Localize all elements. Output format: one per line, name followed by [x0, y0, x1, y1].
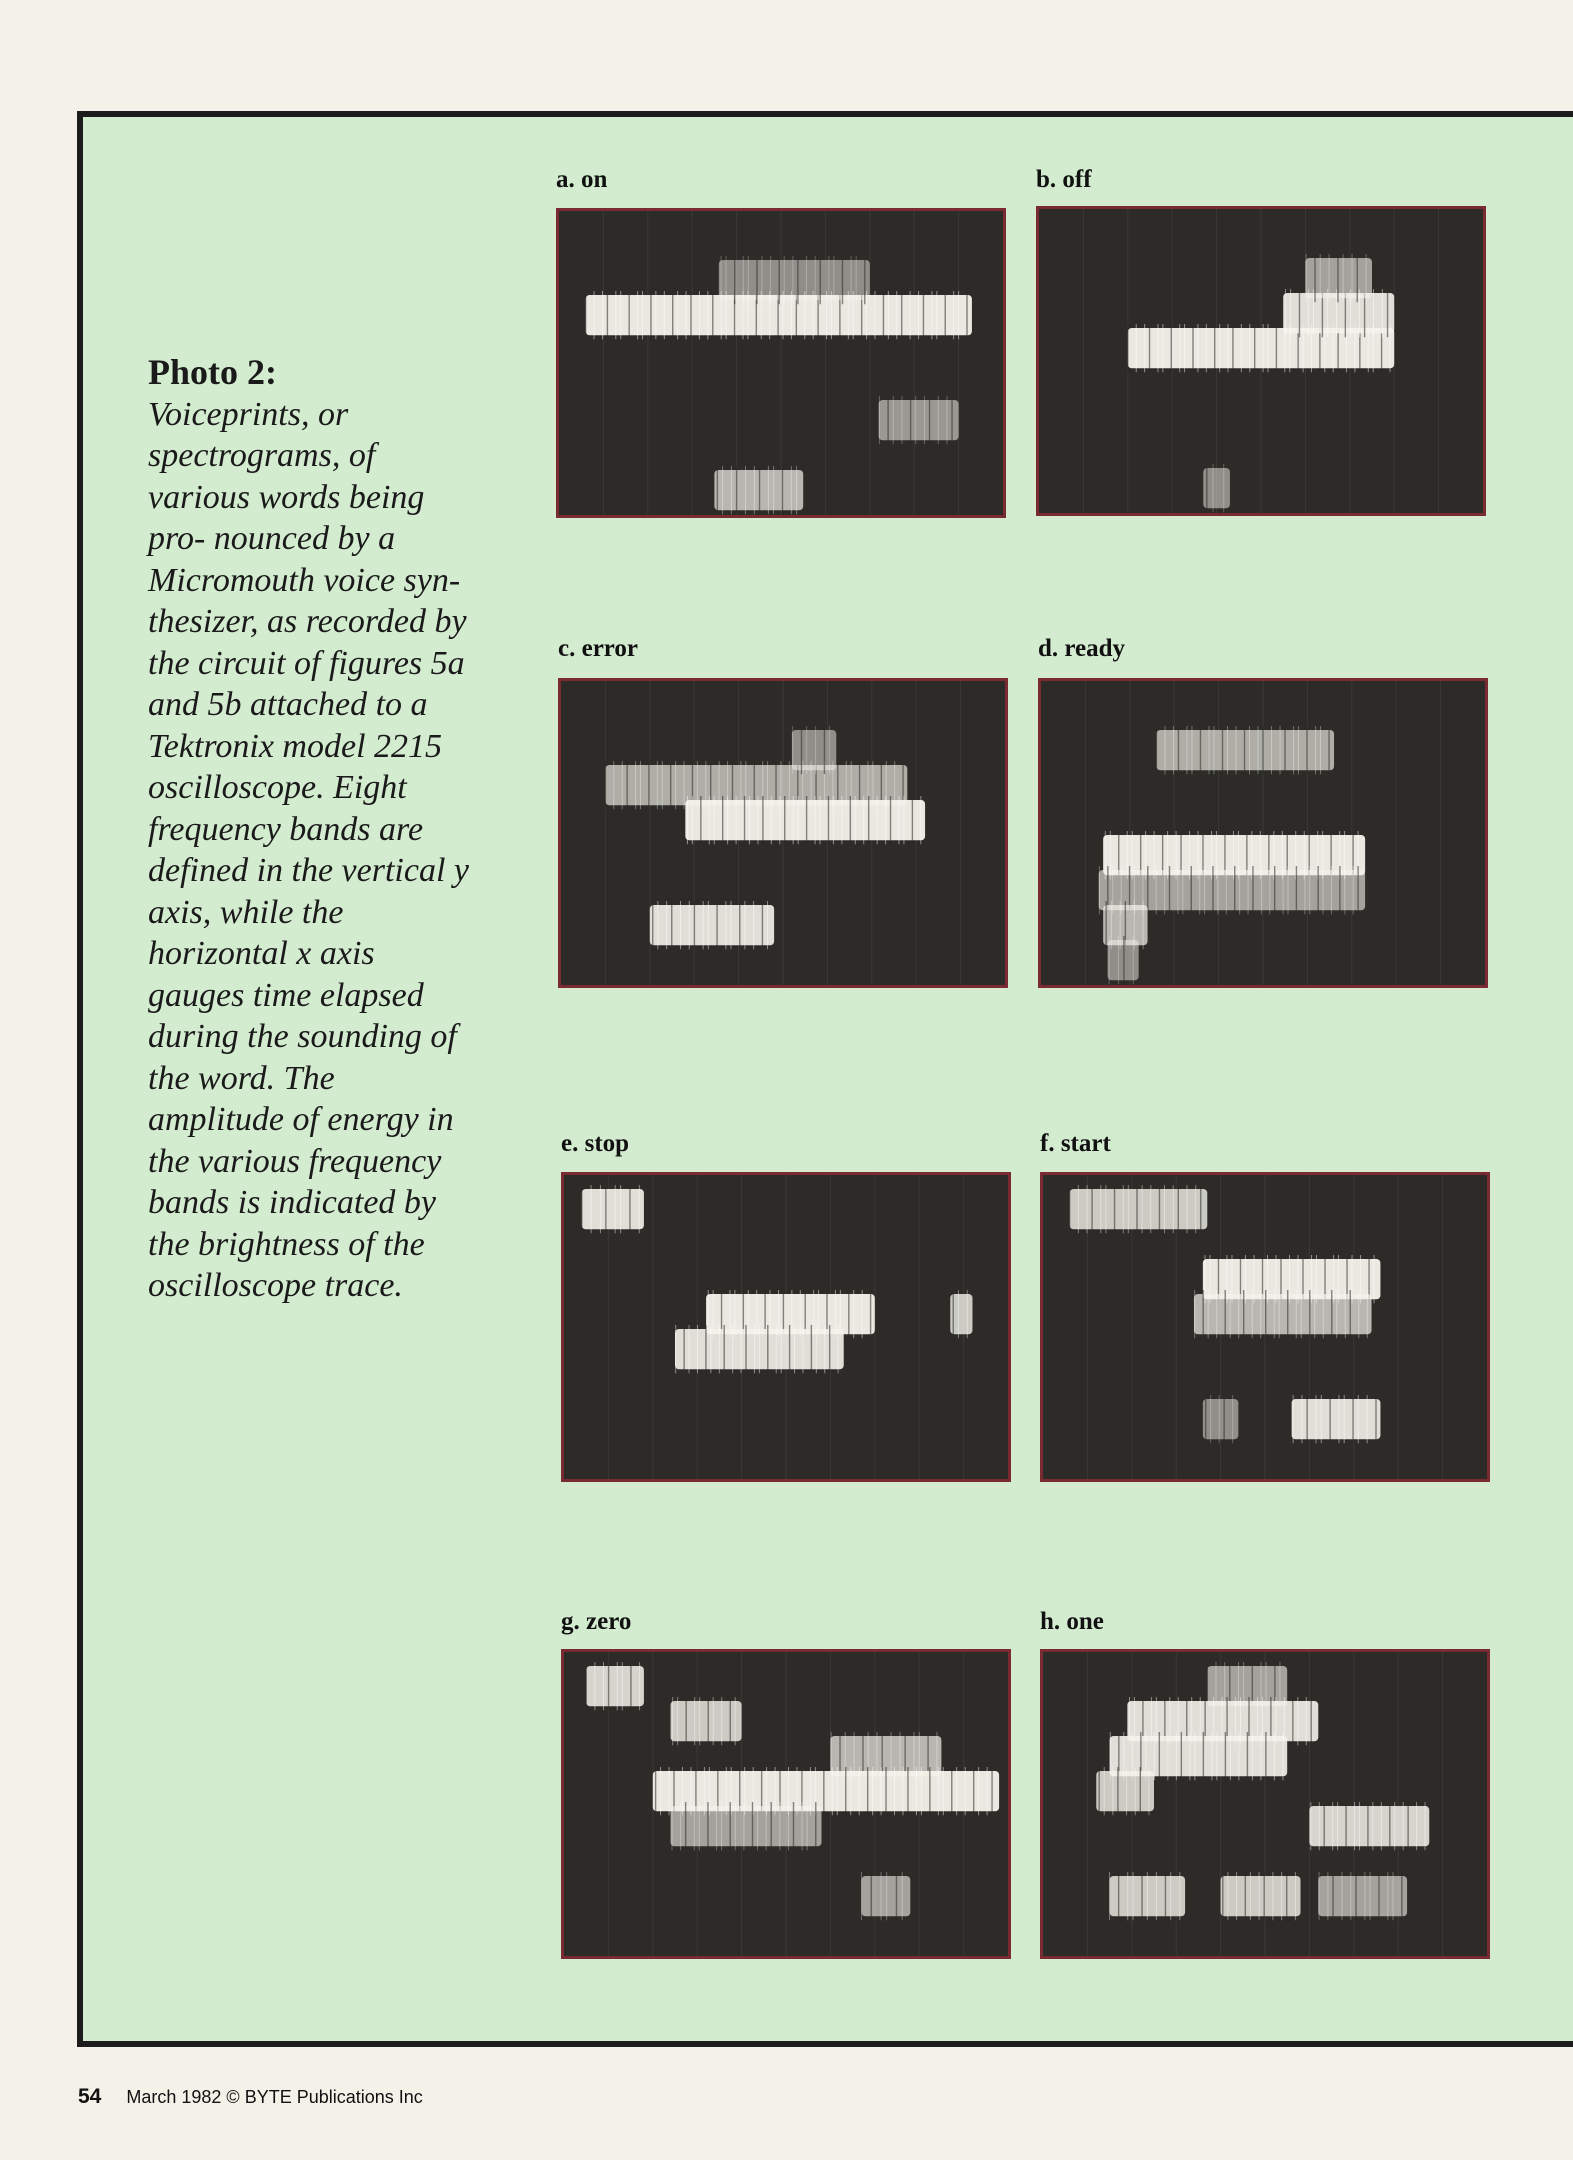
spectrogram-d-ready	[1038, 678, 1488, 988]
energy-band	[1070, 1185, 1208, 1233]
spectrogram-h-one	[1040, 1649, 1490, 1959]
label-e-stop: e. stop	[561, 1130, 630, 1157]
energy-band	[1156, 726, 1334, 774]
spectrogram-e-stop	[561, 1172, 1011, 1482]
energy-band	[1292, 1395, 1381, 1443]
energy-band	[1203, 464, 1230, 512]
energy-band	[719, 256, 870, 304]
energy-band	[792, 726, 836, 774]
spectrogram-c-error	[558, 678, 1008, 988]
energy-band	[1108, 936, 1139, 984]
energy-band	[950, 1290, 972, 1338]
energy-band	[586, 1662, 644, 1710]
label-c-error: c. error	[558, 635, 639, 662]
energy-band	[714, 466, 803, 514]
energy-band	[1318, 1872, 1407, 1920]
copyright-credit: March 1982 © BYTE Publications Inc	[126, 2087, 423, 2107]
page-number: 54	[78, 2085, 102, 2108]
energy-band	[861, 1872, 910, 1920]
figure-caption	[148, 352, 478, 1307]
energy-band	[1309, 1802, 1429, 1850]
label-g-zero: g. zero	[561, 1608, 632, 1635]
energy-band	[1221, 1872, 1301, 1920]
energy-band	[671, 1697, 742, 1745]
energy-band	[1305, 254, 1372, 302]
spectrogram-f-start	[1040, 1172, 1490, 1482]
label-b-off: b. off	[1036, 166, 1092, 193]
spectrogram-g-zero	[561, 1649, 1011, 1959]
energy-band	[1194, 1290, 1372, 1338]
energy-band	[650, 901, 774, 949]
spectrogram-b-off	[1036, 206, 1486, 516]
energy-band	[1110, 1872, 1185, 1920]
label-f-start: f. start	[1040, 1130, 1111, 1157]
spectrogram-a-on	[556, 208, 1006, 518]
page-footer	[78, 2085, 423, 2109]
energy-band	[582, 1185, 644, 1233]
caption-title: Photo 2:	[148, 352, 277, 392]
energy-band	[1203, 1395, 1239, 1443]
label-d-ready: d. ready	[1038, 635, 1126, 662]
caption-body: Voiceprints, or spectrograms, of various words being pro- nounced by a Micromouth voice syn- thesizer, as recorded by the circuit of figures 5a and 5b attached to a Tektronix model 2215 oscilloscope. Eight frequency bands are defined in the vertical y axis, while the horizontal x axis gauges time elapsed during the sounding of the word. The amplitude of energy in the various frequency bands is indicated by the brightness of the oscilloscope trace.	[148, 395, 469, 1304]
label-a-on: a. on	[556, 166, 608, 193]
energy-band	[1096, 1767, 1154, 1815]
energy-band	[675, 1325, 844, 1373]
energy-band	[879, 396, 959, 444]
label-h-one: h. one	[1040, 1608, 1104, 1635]
energy-band	[685, 796, 925, 844]
energy-band	[671, 1802, 822, 1850]
